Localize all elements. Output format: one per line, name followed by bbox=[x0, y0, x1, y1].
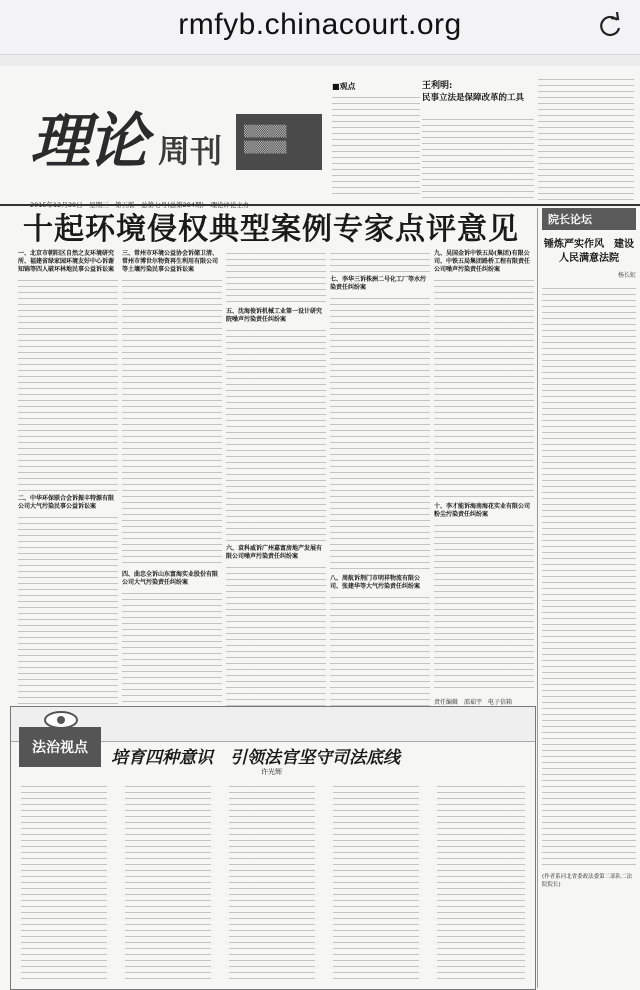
section-heading-8: 八、周航诉荆门市明祥物流有限公司、张建华等大气污染责任纠纷案 bbox=[330, 575, 421, 590]
viewpoint-label: ■观点 bbox=[332, 81, 356, 91]
column-text bbox=[226, 250, 326, 304]
column-text bbox=[330, 295, 430, 571]
column-text bbox=[226, 564, 326, 718]
sidebar-label: 院长论坛 bbox=[542, 208, 636, 230]
far-right-top-text bbox=[538, 76, 634, 200]
sidebar-title: 锤炼严实作风 建设人民满意法院 bbox=[544, 239, 634, 264]
legal-view-title: 培育四种意识 引领法官坚守司法底线 bbox=[111, 748, 400, 768]
section-heading-3: 三、常州市环境公益协会诉储卫清、常州市博世尔物资再生利用有限公司等土壤污染民事公益诉讼案 bbox=[122, 250, 219, 273]
right-top-article bbox=[422, 82, 534, 200]
newspaper-page bbox=[0, 66, 640, 990]
column-text bbox=[434, 277, 534, 499]
viewpoint-column bbox=[332, 82, 420, 200]
legal-view-text-5 bbox=[437, 783, 525, 979]
masthead-title-suffix: 周刊 bbox=[158, 132, 223, 170]
section-heading-10: 十、李才能诉海南海花实业有限公司粉尘污染责任纠纷案 bbox=[434, 503, 531, 518]
legal-view-author: 许光辉 bbox=[261, 768, 282, 776]
legal-view-text-2 bbox=[125, 783, 211, 979]
section-heading-9: 九、吴国金诉中铁五局(集团)有限公司、中铁五局集团路桥工程有限责任公司噪声污染责任纠纷案 bbox=[434, 250, 531, 273]
article-column-4 bbox=[330, 250, 430, 740]
legal-view-box bbox=[10, 706, 536, 990]
sidebar-text bbox=[542, 285, 636, 865]
column-text bbox=[18, 277, 118, 491]
legal-view-text-1 bbox=[21, 783, 107, 979]
column-text bbox=[434, 522, 534, 692]
url-text[interactable]: rmfyb.chinacourt.org bbox=[178, 8, 462, 41]
section-heading-1: 一、北京市朝阳区自然之友环境研究所、福建省绿家园环境友好中心诉谢知锦等四人破坏林地民事公益诉讼案 bbox=[18, 250, 115, 273]
legal-view-label-box bbox=[19, 727, 101, 767]
sidebar bbox=[542, 208, 636, 986]
article-column-2 bbox=[122, 250, 222, 740]
masthead bbox=[30, 86, 330, 206]
column-text bbox=[330, 250, 430, 272]
masthead-title: 理论 bbox=[30, 107, 146, 177]
section-heading-5: 五、沈海俊诉机械工业第一设计研究院噪声污染责任纠纷案 bbox=[226, 308, 323, 323]
section-heading-6: 六、袁科威诉广州嘉富房地产发展有限公司噪声污染责任纠纷案 bbox=[226, 545, 323, 560]
article-column-3 bbox=[226, 250, 326, 740]
sidebar-divider bbox=[537, 208, 538, 988]
viewpoint-text bbox=[332, 94, 420, 198]
section-heading-4: 四、曲忠全诉山东富海实业股份有限公司大气污染责任纠纷案 bbox=[122, 571, 219, 586]
article-column-5 bbox=[434, 250, 534, 740]
reload-icon[interactable] bbox=[596, 12, 624, 40]
headline: 十起环境侵权典型案例专家点评意见 bbox=[23, 212, 519, 247]
article-column-1 bbox=[18, 250, 118, 740]
column-text bbox=[122, 277, 222, 567]
right-top-text bbox=[422, 116, 534, 198]
browser-url-bar bbox=[0, 0, 640, 55]
right-top-author: 王利明: bbox=[422, 81, 453, 91]
footer-editor: 责任编辑 邵茹宇 电子信箱 bbox=[434, 699, 513, 706]
masthead-decor-text: ▒▒▒▒▒ ▒▒▒▒▒ bbox=[244, 125, 287, 154]
sidebar-author: 杨长虹 bbox=[617, 272, 636, 279]
eye-icon bbox=[43, 711, 79, 729]
legal-view-label: 法治视点 bbox=[32, 740, 88, 756]
legal-view-text-4 bbox=[333, 783, 419, 979]
masthead-decor-block bbox=[236, 114, 322, 170]
section-heading-2: 二、中华环保联合会诉振丰特源有限公司大气污染民事公益诉讼案 bbox=[18, 495, 115, 510]
legal-view-text-3 bbox=[229, 783, 315, 979]
column-text bbox=[226, 327, 326, 541]
right-top-title: 民事立法是保障改革的工具 bbox=[422, 93, 525, 103]
bottom-note: (作者系河北省委政法委第二部队二法院院长) bbox=[542, 874, 633, 888]
column-text bbox=[330, 594, 430, 720]
section-heading-7: 七、李华三诉株洲二号化工厂等水污染责任纠纷案 bbox=[330, 276, 427, 291]
